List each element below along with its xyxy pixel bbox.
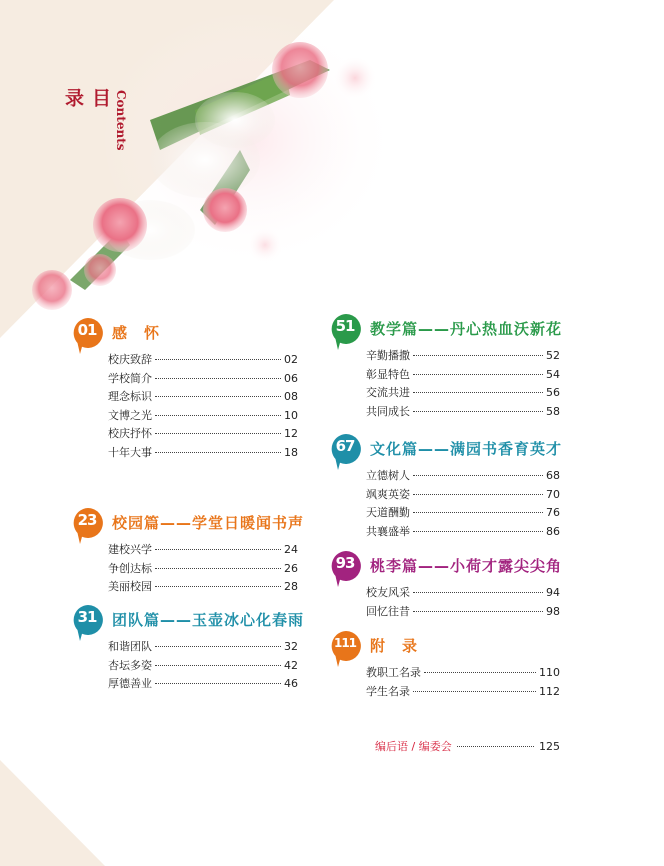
entry-list: [108, 638, 298, 694]
entry-page: 18: [284, 445, 298, 459]
entry-title: 共襄盛举: [366, 524, 410, 538]
entry-title: 回忆往昔: [366, 604, 410, 618]
toc-entry[interactable]: [366, 467, 560, 486]
section-number-badge: [330, 550, 360, 580]
entry-title: 理念标识: [108, 390, 152, 403]
section-number-badge: [72, 507, 102, 537]
toc-section: [72, 604, 305, 694]
entry-title: 天道酬勤: [366, 506, 410, 519]
leader-dots: [413, 592, 543, 593]
entry-page: 10: [284, 408, 298, 422]
toc-entry[interactable]: [108, 578, 298, 597]
entry-page: 06: [284, 371, 298, 385]
section-title: 感 怀: [112, 324, 161, 342]
entry-title: 飒爽英姿: [366, 487, 410, 501]
toc-section: [330, 313, 563, 421]
leader-dots: [424, 672, 536, 673]
entry-list: [366, 584, 560, 621]
entry-title: 彰显特色: [366, 367, 410, 381]
leader-dots: [413, 411, 543, 412]
leader-dots: [413, 512, 543, 513]
entry-page: 52: [546, 349, 560, 362]
entry-page: 58: [546, 404, 560, 418]
entry-title: 立德树人: [366, 469, 410, 482]
toc-entry[interactable]: [108, 444, 298, 463]
toc-section: [330, 630, 560, 701]
section-number: 51: [335, 317, 355, 335]
section-header[interactable]: [330, 433, 563, 467]
entry-page: 76: [546, 506, 560, 519]
leader-dots: [155, 665, 281, 666]
entry-page: 28: [284, 580, 298, 593]
toc-entry[interactable]: [366, 664, 560, 683]
toc-section: [330, 433, 563, 541]
editor-note-title: 编后语 / 编委会: [375, 740, 452, 753]
page-subtitle: Contents: [114, 90, 128, 151]
entry-page: 110: [539, 666, 560, 679]
section-number: 67: [335, 437, 355, 455]
entry-list: [366, 347, 560, 421]
leader-dots: [155, 359, 281, 360]
section-header[interactable]: [330, 313, 563, 347]
entry-page: 112: [539, 684, 560, 698]
leader-dots: [155, 415, 281, 416]
entry-page: 46: [284, 677, 298, 690]
entry-title: 学校简介: [108, 371, 152, 385]
section-title: 附 录: [370, 637, 419, 655]
entry-list: [366, 467, 560, 541]
toc-entry[interactable]: [366, 366, 560, 385]
entry-page: 42: [284, 658, 298, 672]
leader-dots: [413, 475, 543, 476]
toc-entry[interactable]: [108, 425, 298, 444]
leader-dots: [155, 378, 281, 379]
section-title: 教学篇——丹心热血沃新花: [370, 320, 563, 338]
leader-dots: [413, 355, 543, 356]
section-number: 01: [77, 321, 97, 339]
entry-page: 70: [546, 487, 560, 501]
section-number-badge: [330, 630, 360, 660]
entry-title: 文博之光: [108, 408, 152, 422]
entry-list: [108, 541, 298, 597]
entry-page: 24: [284, 543, 298, 556]
entry-page: 54: [546, 367, 560, 381]
entry-title: 交流共进: [366, 386, 410, 399]
entry-list: [108, 351, 298, 462]
entry-title: 美丽校园: [108, 580, 152, 593]
section-title: 校园篇——学堂日暖闻书声: [112, 514, 305, 532]
toc-entry[interactable]: [108, 560, 298, 579]
section-title: 文化篇——满园书香育英才: [370, 440, 563, 458]
leader-dots: [155, 396, 281, 397]
section-header[interactable]: [72, 317, 298, 351]
entry-title: 和谐团队: [108, 640, 152, 653]
toc-section: [72, 507, 305, 597]
toc-entry[interactable]: [366, 403, 560, 422]
toc-entry[interactable]: [366, 347, 560, 366]
section-number: 23: [77, 511, 97, 529]
entry-page: 56: [546, 386, 560, 399]
entry-title: 共同成长: [366, 404, 410, 418]
toc-entry[interactable]: [108, 351, 298, 370]
entry-title: 教职工名录: [366, 666, 421, 679]
entry-page: 98: [546, 604, 560, 618]
entry-list: [366, 664, 560, 701]
leader-dots: [155, 568, 281, 569]
leader-dots: [413, 494, 543, 495]
entry-title: 十年大事: [108, 445, 152, 459]
leader-dots: [457, 746, 534, 747]
section-header[interactable]: [330, 550, 563, 584]
section-number-badge: [72, 317, 102, 347]
section-number-badge: [330, 313, 360, 343]
toc-entry[interactable]: [108, 370, 298, 389]
section-title: 团队篇——玉壶冰心化春雨: [112, 611, 305, 629]
leader-dots: [413, 374, 543, 375]
toc-entry[interactable]: [366, 504, 560, 523]
leader-dots: [413, 611, 543, 612]
toc-entry[interactable]: [366, 603, 560, 622]
entry-page: 08: [284, 390, 298, 403]
section-number-badge: [72, 604, 102, 634]
toc-entry[interactable]: [108, 407, 298, 426]
section-number: 31: [77, 608, 97, 626]
toc-entry[interactable]: [366, 584, 560, 603]
entry-title: 争创达标: [108, 561, 152, 575]
entry-page: 94: [546, 586, 560, 599]
editor-note-page: 125: [539, 740, 560, 753]
entry-page: 26: [284, 561, 298, 575]
toc-entry[interactable]: [108, 638, 298, 657]
toc-section: [72, 317, 298, 462]
section-header[interactable]: [72, 604, 305, 638]
toc-entry[interactable]: [108, 657, 298, 676]
entry-page: 12: [284, 427, 298, 440]
leader-dots: [413, 691, 536, 692]
toc-entry[interactable]: [366, 523, 560, 542]
leader-dots: [155, 433, 281, 434]
page-title: 目录: [62, 88, 111, 111]
entry-title: 厚德善业: [108, 677, 152, 690]
entry-title: 杏坛多姿: [108, 658, 152, 672]
toc-entry[interactable]: [366, 486, 560, 505]
entry-title: 校庆抒怀: [108, 427, 152, 440]
entry-title: 学生名录: [366, 684, 410, 698]
entry-page: 02: [284, 353, 298, 366]
section-number-badge: [330, 433, 360, 463]
toc-entry[interactable]: [366, 384, 560, 403]
toc-entry[interactable]: [366, 683, 560, 702]
section-header[interactable]: [72, 507, 305, 541]
entry-page: 32: [284, 640, 298, 653]
leader-dots: [155, 549, 281, 550]
entry-title: 辛勤播撒: [366, 349, 410, 362]
entry-title: 校庆致辞: [108, 353, 152, 366]
entry-title: 校友风采: [366, 586, 410, 599]
leader-dots: [155, 683, 281, 684]
entry-page: 68: [546, 469, 560, 482]
section-header[interactable]: [330, 630, 560, 664]
entry-page: 86: [546, 524, 560, 538]
section-number: 93: [335, 554, 355, 572]
leader-dots: [155, 586, 281, 587]
toc-entry[interactable]: [108, 675, 298, 694]
leader-dots: [413, 531, 543, 532]
section-title: 桃李篇——小荷才露尖尖角: [370, 557, 563, 575]
entry-title: 建校兴学: [108, 543, 152, 556]
section-number: 111: [333, 636, 357, 650]
toc-entry[interactable]: [108, 541, 298, 560]
leader-dots: [155, 646, 281, 647]
leader-dots: [413, 392, 543, 393]
editor-note-entry[interactable]: [375, 738, 560, 754]
toc-section: [330, 550, 563, 621]
toc-entry[interactable]: [108, 388, 298, 407]
leader-dots: [155, 452, 281, 453]
